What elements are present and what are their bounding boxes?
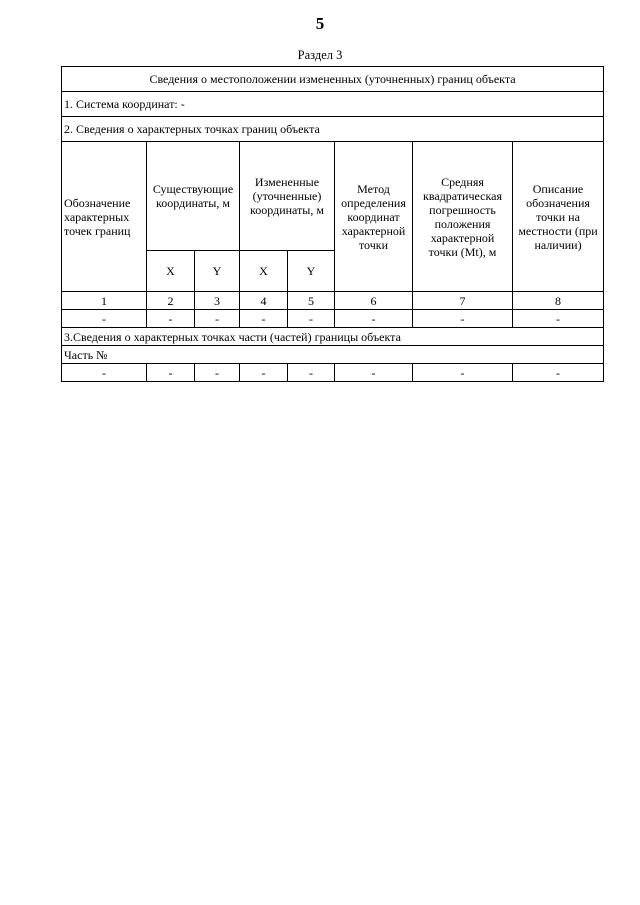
table-cell: - (195, 310, 240, 328)
col-number: 5 (288, 292, 335, 310)
coord-system: 1. Система координат: - (62, 92, 604, 117)
table-cell: - (62, 310, 147, 328)
points-section-title: 2. Сведения о характерных точках границ объекта (62, 117, 604, 142)
points-section-row (62, 117, 604, 142)
col-number: 2 (147, 292, 195, 310)
col-number: 8 (513, 292, 604, 310)
table-cell: - (240, 364, 288, 382)
table-cell: - (413, 310, 513, 328)
table-cell: - (62, 364, 147, 382)
col-number: 4 (240, 292, 288, 310)
col-number-row (62, 292, 604, 310)
part-label-row (62, 346, 604, 364)
header-existing: Существующие координаты, м (147, 142, 240, 251)
table-row (62, 364, 604, 382)
table-cell: - (335, 364, 413, 382)
header-existing-y: Y (195, 251, 240, 292)
col-number: 1 (62, 292, 147, 310)
header-changed-y: Y (288, 251, 335, 292)
col-number: 6 (335, 292, 413, 310)
table-cell: - (513, 364, 604, 382)
table-title: Сведения о местоположении измененных (уточненных) границ объекта (62, 67, 604, 92)
parts-section-row (62, 328, 604, 346)
parts-section-title: 3.Сведения о характерных точках части (частей) границы объекта (62, 328, 604, 346)
header-changed-x: X (240, 251, 288, 292)
header-changed: Измененные (уточненные) координаты, м (240, 142, 335, 251)
table-cell: - (288, 364, 335, 382)
coord-system-row (62, 92, 604, 117)
boundary-table (61, 66, 604, 382)
header-method: Метод определения координат характерной точки (335, 142, 413, 292)
table-cell: - (288, 310, 335, 328)
title-row (62, 67, 604, 92)
section-label: Раздел 3 (297, 48, 343, 62)
col-number: 7 (413, 292, 513, 310)
col-number: 3 (195, 292, 240, 310)
part-label: Часть № (62, 346, 604, 364)
header-existing-x: X (147, 251, 195, 292)
header-row (62, 142, 604, 251)
table-cell: - (513, 310, 604, 328)
table-cell: - (335, 310, 413, 328)
table-cell: - (147, 310, 195, 328)
header-error: Средняя квадратическая погрешность положения характерной точки (Mt), м (413, 142, 513, 292)
header-description: Описание обозначения точки на местности (при наличии) (513, 142, 604, 292)
table-cell: - (147, 364, 195, 382)
page-number: 5 (315, 14, 325, 33)
header-designation: Обозначение характерных точек границ (62, 142, 147, 292)
table-cell: - (195, 364, 240, 382)
table-cell: - (240, 310, 288, 328)
table-row (62, 310, 604, 328)
table-cell: - (413, 364, 513, 382)
